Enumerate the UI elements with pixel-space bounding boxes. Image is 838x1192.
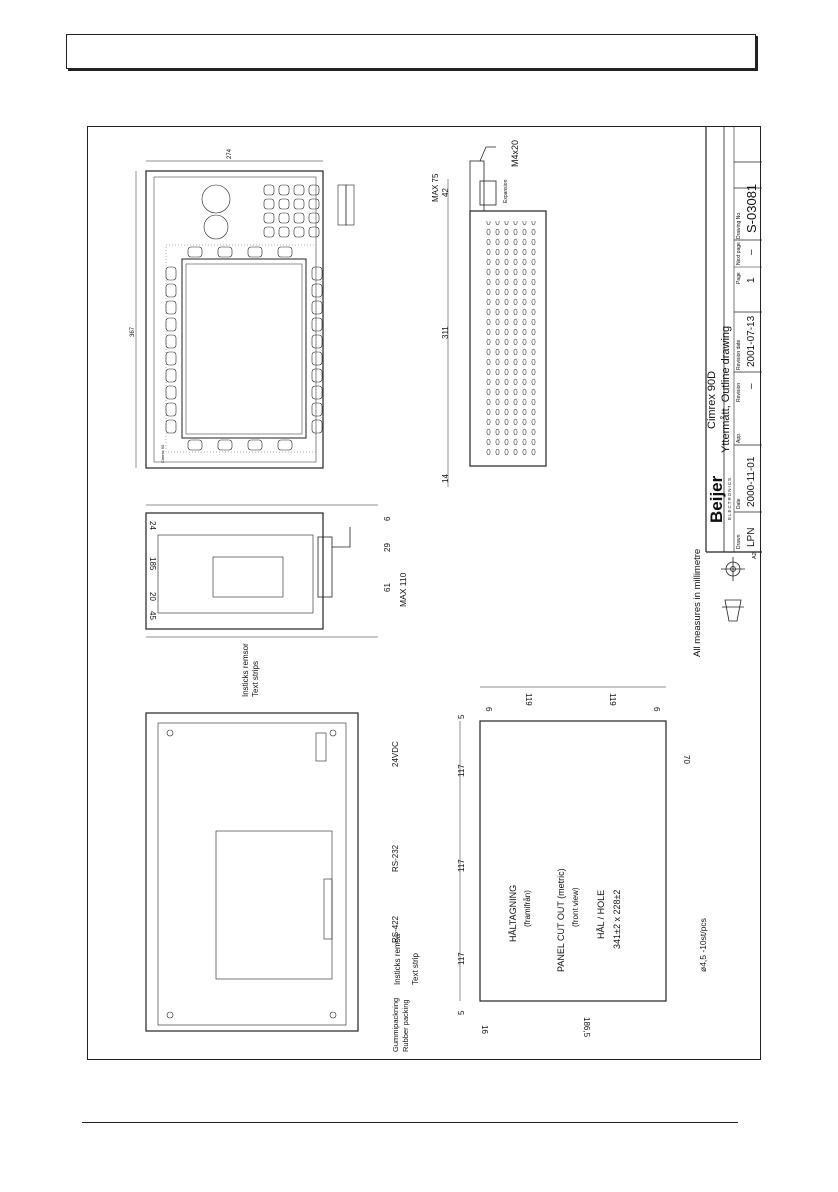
side-dim-24: 24 <box>148 521 157 530</box>
title-name: Yttermått, Outline drawing <box>720 325 732 453</box>
page-value: 1 <box>746 277 757 283</box>
side-dim-185: 185 <box>148 557 157 571</box>
rear-strip-en: Text strip <box>411 952 420 985</box>
rear-gasket-en: Rubber packing <box>401 999 410 1052</box>
cutout-dim-186: 186,5 <box>582 1017 591 1038</box>
cutout-dim-117a: 117 <box>457 764 466 777</box>
rear-gasket-sv: Gummipackning <box>391 997 400 1052</box>
date-label: Date <box>736 498 742 509</box>
rear-rs422: RS-422 <box>391 915 400 943</box>
front-dim-width: 274 <box>227 148 233 159</box>
front-view <box>130 148 354 468</box>
top-dim-left: 14 <box>441 474 450 483</box>
top-dim-length: 311 <box>441 326 450 339</box>
rear-strips-en: Text strips <box>251 660 260 697</box>
revision-date-label: Revision date <box>736 339 742 370</box>
side-dim-29: 29 <box>383 543 392 552</box>
top-view <box>431 140 546 487</box>
cutout-title-sv-sub: (framifrån) <box>523 890 532 927</box>
app-label: App. <box>736 432 742 443</box>
company-logo-sub: ELECTRONICS <box>727 476 732 520</box>
drawn-label: Drawn <box>736 534 742 549</box>
cutout-dim-70: 70 <box>682 755 691 764</box>
rear-view <box>146 643 420 1052</box>
drawing-sheet <box>87 126 761 1060</box>
rear-strips-sv: Insticks remsor <box>241 643 250 697</box>
next-page-label: Next page <box>736 242 742 265</box>
title-block <box>692 127 762 657</box>
drawing-no-label: Drawing No. <box>736 211 742 239</box>
cutout-hole-size: 341±2 x 228±2 <box>612 889 622 949</box>
sheet-size: A2 <box>752 552 758 559</box>
revision-value: – <box>746 383 757 389</box>
side-dim-20: 20 <box>148 592 157 601</box>
title-product: Cimrex 90D <box>706 370 718 429</box>
cutout-view <box>457 687 708 1038</box>
company-logo: Beijer <box>707 475 726 523</box>
cutout-dim-117b: 117 <box>457 859 466 872</box>
cutout-dim-5b: 5 <box>457 1010 466 1015</box>
outline-drawing <box>88 127 762 1061</box>
cutout-dim-119b: 119 <box>608 693 617 706</box>
rear-power: 24VDC <box>391 741 400 767</box>
rear-strip-sv: Insticks remsa <box>393 933 402 985</box>
page-label: Page <box>736 272 742 284</box>
date-value: 2000-11-01 <box>746 456 757 507</box>
cutout-dim-119a: 119 <box>524 693 533 706</box>
measure-note: All measures in millimetre <box>692 548 703 657</box>
next-page-value: – <box>746 249 757 255</box>
drawn-value: LPN <box>746 527 757 547</box>
cutout-dim-16: 16 <box>480 1025 489 1034</box>
top-screw-label: M4x20 <box>510 139 520 167</box>
top-expansion-label: Expansion <box>503 179 509 203</box>
cutout-hole-label: HÅL / HOLE <box>596 889 606 939</box>
side-dim-6: 6 <box>383 516 392 521</box>
projection-symbol <box>721 557 745 621</box>
side-max-label: MAX 110 <box>398 572 408 607</box>
cutout-title-en-sub: (front view) <box>571 887 580 927</box>
drawing-no-value: S-03081 <box>744 183 759 233</box>
cutout-dim-6a: 6 <box>484 707 493 712</box>
top-dim-42: 42 <box>441 188 450 197</box>
side-view <box>146 505 408 637</box>
cutout-title-sv: HÅLTAGNING <box>508 884 518 942</box>
cutout-title-en: PANEL CUT OUT (metric) <box>556 868 566 972</box>
page-header-bar <box>66 34 756 69</box>
side-dim-61: 61 <box>383 583 392 592</box>
revision-label: Revision <box>736 382 742 402</box>
revision-date-value: 2001-07-13 <box>746 315 757 367</box>
cutout-dim-5a: 5 <box>457 714 466 719</box>
top-dim-max75: MAX 75 <box>431 173 440 202</box>
cutout-dim-117c: 117 <box>457 952 466 965</box>
cutout-dim-6b: 6 <box>652 707 661 712</box>
side-dim-45: 45 <box>148 611 157 620</box>
front-dim-height: 367 <box>130 326 136 337</box>
footer-rule <box>82 1122 738 1123</box>
front-brand: Cimrex 90 <box>160 444 165 463</box>
cutout-hole-note: ø4,5 -10st/pcs <box>698 918 708 972</box>
rear-rs232: RS-232 <box>391 844 400 872</box>
